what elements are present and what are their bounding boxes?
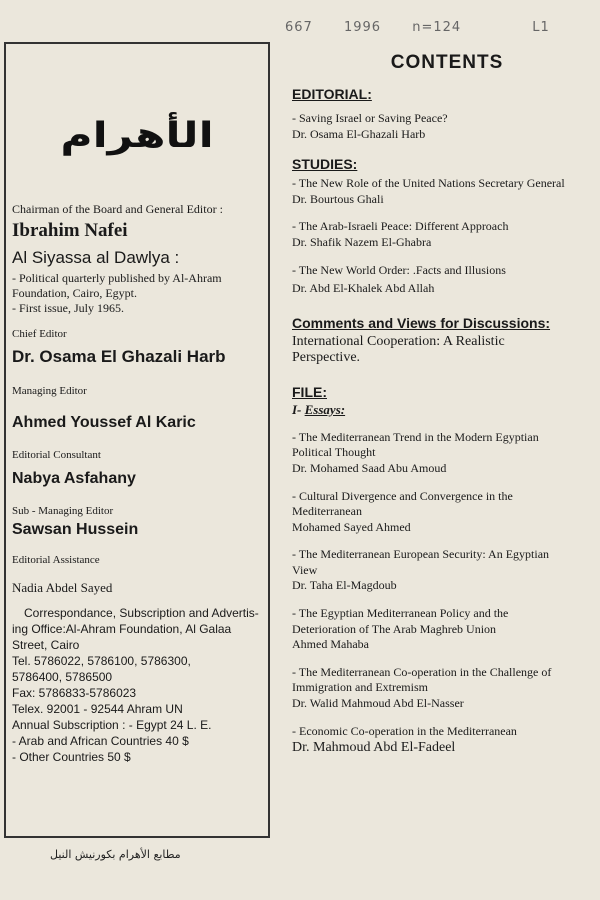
description-line-1: - Political quarterly published by Al-Ahram [12, 271, 222, 285]
essay-entry [292, 489, 572, 536]
essay-author: Mohamed Sayed Ahmed [292, 519, 411, 534]
entry-author: Dr. Osama El-Ghazali Harb [292, 126, 426, 141]
contents-column [292, 52, 572, 757]
essay-title: - The Mediterranean Co-operation in the Challenge of Immigration and Extremism [292, 664, 552, 695]
consultant-name: Nabya Asfahany [12, 469, 136, 487]
essay-title: - The Mediterranean European Security: An Egyptian View [292, 547, 550, 577]
studies-heading: STUDIES: [292, 156, 358, 173]
contact-line: - Arab and African Countries 40 $ [12, 734, 189, 749]
contact-line: Tel. 5786022, 5786100, 5786300, [12, 654, 191, 669]
entry-title: - The New Role of the United Nations Secretary General [292, 176, 565, 191]
chief-editor-label: Chief Editor [12, 328, 67, 340]
contact-line: Fax: 5786833-5786023 [12, 686, 137, 701]
essay-author: Dr. Walid Mahmoud Abd El-Nasser [292, 696, 464, 711]
essay-title: - The Mediterranean Trend in the Modern Egyptian Political Thought [292, 429, 539, 460]
sub-managing-name: Sawsan Hussein [12, 521, 139, 539]
managing-editor-name: Ahmed Youssef Al Karic [12, 413, 196, 431]
sub-managing-label: Sub - Managing Editor [12, 504, 114, 517]
contents-title: CONTENTS [390, 52, 504, 73]
essay-author: Ahmed Mahaba [292, 637, 369, 652]
entry-author: Dr. Bourtous Ghali [292, 191, 384, 206]
printer-imprint: مطابع الأهرام بكورنيش النيل [50, 848, 181, 861]
entry-author: Dr. Abd El-Khalek Abd Allah [292, 281, 435, 296]
contact-line: - Other Countries 50 $ [12, 750, 131, 765]
masthead-box [4, 42, 270, 838]
comments-heading: Comments and Views for Discussions: [292, 314, 551, 331]
contents-entry [292, 111, 572, 142]
al-ahram-logo: الأهرام [60, 115, 214, 156]
contents-entry [292, 176, 572, 207]
essay-title: - The Egyptian Mediterranean Policy and the Deterioration of The Arab Maghreb Union [292, 606, 509, 636]
contact-line: Street, Cairo [12, 638, 80, 653]
entry-title: - Saving Israel or Saving Peace? [292, 111, 448, 125]
essay-author: Dr. Taha El-Magdoub [292, 578, 397, 593]
contact-line: Telex. 92001 - 92544 Ahram UN [12, 702, 183, 717]
comments-body: International Cooperation: A Realistic Perspective. [292, 333, 505, 365]
essay-entry [292, 665, 572, 712]
essays-label: Essays: [304, 401, 346, 417]
essay-entry [292, 724, 572, 758]
essay-entry [292, 430, 572, 477]
essay-title: - Cultural Divergence and Convergence in the Mediterranean [292, 488, 513, 519]
publication-name: Al Siyassa al Dawlya : [12, 247, 180, 267]
essay-title: - Economic Co-operation in the Mediterranean [292, 723, 517, 738]
essay-entry [292, 606, 572, 653]
assistance-label: Editorial Assistance [12, 554, 100, 567]
contents-entry [292, 219, 572, 250]
managing-editor-label: Managing Editor [12, 385, 87, 397]
essay-author: Dr. Mohamed Saad Abu Amoud [292, 460, 447, 475]
editorial-heading: EDITORIAL: [292, 86, 372, 102]
contents-entry [292, 263, 572, 297]
contact-block [12, 606, 262, 765]
entry-author: Dr. Shafik Nazem El-Ghabra [292, 234, 432, 249]
entry-title: - The New World Order: .Facts and Illusions [292, 262, 506, 277]
handwritten-note-4: L1 [532, 20, 550, 35]
logo-area [12, 110, 262, 200]
essay-author: Dr. Mahmoud Abd El-Fadeel [292, 740, 456, 756]
chairman-name: Ibrahim Nafei [12, 220, 128, 241]
essays-subheading [292, 402, 572, 418]
contact-line: 5786400, 5786500 [12, 670, 113, 685]
entry-title: - The Arab-Israeli Peace: Different Approach [292, 219, 509, 234]
contact-line: Correspondance, Subscription and Advertis- [24, 606, 259, 621]
chief-editor-name: Dr. Osama El Ghazali Harb [12, 346, 226, 366]
assistance-name: Nadia Abdel Sayed [12, 580, 113, 595]
handwritten-notes [285, 20, 576, 35]
chairman-label: Chairman of the Board and General Editor : [12, 202, 223, 216]
essay-entry [292, 547, 572, 594]
handwritten-note-1: 667 [285, 20, 313, 35]
essays-number: I- [292, 401, 302, 417]
description-line-3: - First issue, July 1965. [12, 301, 125, 315]
description-line-2: Foundation, Cairo, Egypt. [12, 286, 137, 300]
handwritten-note-3: n=124 [412, 20, 462, 35]
file-heading: FILE: [292, 383, 327, 400]
handwritten-note-2: 1996 [343, 20, 382, 35]
contact-line: Annual Subscription : - Egypt 24 L. E. [12, 718, 212, 733]
contact-line: ing Office:Al-Ahram Foundation, Al Galaa [12, 622, 232, 637]
consultant-label: Editorial Consultant [12, 448, 101, 461]
